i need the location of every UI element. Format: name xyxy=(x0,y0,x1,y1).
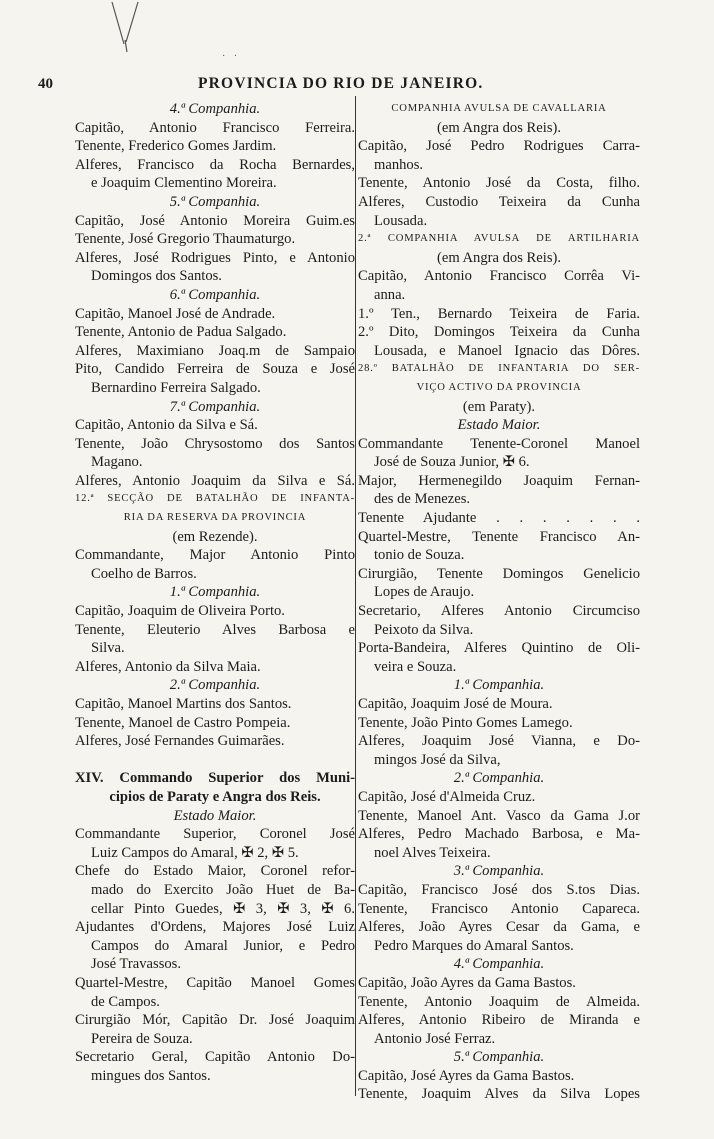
text-line: José de Souza Junior, ✠ 6. xyxy=(374,454,530,471)
text-line: Alferes, Custodio Teixeira da Cunha xyxy=(358,193,640,210)
text-line: des de Menezes. xyxy=(374,491,471,508)
text-line: (em Angra dos Reis). xyxy=(436,119,562,136)
text-line: Tenente, Antonio José da Costa, filho. xyxy=(358,175,640,192)
text-line: Lousada, e Manoel Ignacio das Dôres. xyxy=(374,342,640,359)
text-line: Tenente, José Gregorio Thaumaturgo. xyxy=(75,231,296,248)
text-line: Capitão, Manoel Martins dos Santos. xyxy=(75,696,292,712)
text-line: Tenente, Antonio de Padua Salgado. xyxy=(75,324,287,341)
text-line: Capitão, João Ayres da Gama Bastos. xyxy=(358,974,576,991)
text-line: Alferes, Antonio Joaquim da Silva e Sá. xyxy=(75,472,355,489)
text-line: Magano. xyxy=(91,454,143,471)
text-line xyxy=(75,751,355,770)
text-line: Estado Maior. xyxy=(173,807,257,824)
text-line: RIA DA RESERVA DA PROVINCIA xyxy=(123,512,307,524)
text-line: 5.ª Companhia. xyxy=(453,1049,545,1066)
text-line: Secretario, Alferes Antonio Circumciso xyxy=(358,603,640,620)
text-line: Capitão, Antonio da Silva e Sá. xyxy=(75,417,258,434)
text-line: Capitão, José Ayres da Gama Bastos. xyxy=(358,1067,575,1084)
printer-dots: · · xyxy=(222,51,241,62)
text-line: anna. xyxy=(374,286,406,303)
text-line: e Joaquim Clementino Moreira. xyxy=(91,175,277,192)
text-line: José Travassos. xyxy=(91,956,182,973)
text-line: Tenente, Francisco Antonio Capareca. xyxy=(358,900,640,917)
text-line: Lousada. xyxy=(374,212,428,229)
text-line: COMPANHIA AVULSA DE CAVALLARIA xyxy=(391,103,607,114)
text-line: Quartel-Mestre, Capitão Manoel Gomes xyxy=(75,974,355,991)
text-line: 1.º Ten., Bernardo Teixeira de Faria. xyxy=(358,305,640,322)
text-line: Alferes, José Fernandes Guimarães. xyxy=(75,733,285,750)
left-column xyxy=(75,100,355,1085)
text-line: 4.ª Companhia. xyxy=(453,956,545,973)
text-line: Tenente, Joaquim Alves da Silva Lopes xyxy=(358,1086,640,1103)
text-line: (em Angra dos Reis). xyxy=(436,249,562,266)
text-line: Pedro Marques do Amaral Santos. xyxy=(374,937,574,954)
text-line: Campos do Amaral Junior, e Pedro xyxy=(91,937,355,954)
text-line: VIÇO ACTIVO DA PROVINCIA xyxy=(416,381,582,393)
text-line: Chefe do Estado Maior, Coronel refor- xyxy=(75,863,355,880)
text-line: Capitão, Antonio Francisco Corrêa Vi- xyxy=(358,268,640,285)
column-divider xyxy=(355,96,356,1096)
text-line: 1.ª Companhia. xyxy=(169,584,261,601)
text-line: XIV. Commando Superior dos Muni- xyxy=(75,770,355,787)
text-line: 4.ª Companhia. xyxy=(169,101,261,117)
right-column xyxy=(358,100,640,1104)
page-number: 40 xyxy=(38,76,53,92)
text-line: 12.ª SECÇÃO DE BATALHÃO DE INFANTA- xyxy=(75,493,355,505)
text-line: Antonio José Ferraz. xyxy=(374,1030,496,1047)
text-line: Alferes, Maximiano Joaq.m de Sampaio xyxy=(75,342,355,359)
text-line: 28.º BATALHÃO DE INFANTARIA DO SER- xyxy=(358,363,640,375)
text-line: Commandante, Major Antonio Pinto xyxy=(75,547,355,564)
text-line: Alferes, José Rodrigues Pinto, e Antonio xyxy=(75,249,355,266)
text-line: noel Alves Teixeira. xyxy=(374,844,491,861)
text-line: Capitão, Manoel José de Andrade. xyxy=(75,305,276,322)
text-line: Capitão, José d'Almeida Cruz. xyxy=(358,788,536,805)
text-line: Ajudantes d'Ordens, Majores José Luiz xyxy=(75,919,355,936)
text-line: Tenente, João Chrysostomo dos Santos xyxy=(75,435,355,452)
text-line: Capitão, Joaquim José de Moura. xyxy=(358,696,553,712)
text-line: Cirurgião Mór, Capitão Dr. José Joaquim xyxy=(75,1012,355,1029)
text-line: (em Paraty). xyxy=(462,398,536,415)
text-line: manhos. xyxy=(374,156,424,173)
text-line: veira e Souza. xyxy=(374,658,457,675)
text-line: Major, Hermenegildo Joaquim Fernan- xyxy=(358,472,640,489)
text-line: Secretario Geral, Capitão Antonio Do- xyxy=(75,1049,355,1066)
text-line: 3.ª Companhia. xyxy=(453,863,545,880)
text-line: Tenente, Manoel de Castro Pompeia. xyxy=(75,714,291,731)
text-line: Porta-Bandeira, Alferes Quintino de Oli- xyxy=(358,640,640,657)
text-line: Cirurgião, Tenente Domingos Genelicio xyxy=(358,565,640,582)
text-line: Bernardino Ferreira Salgado. xyxy=(91,379,261,396)
text-line: Capitão, Joaquim de Oliveira Porto. xyxy=(75,603,285,620)
text-line: Commandante Superior, Coronel José xyxy=(75,826,355,843)
text-line: 7.ª Companhia. xyxy=(169,398,261,415)
page-header xyxy=(38,75,670,101)
text-line: Alferes, Francisco da Rocha Bernardes, xyxy=(75,156,355,173)
text-line: Capitão, José Pedro Rodrigues Carra- xyxy=(358,138,640,155)
text-line: Tenente, Manoel Ant. Vasco da Gama J.or xyxy=(358,807,640,824)
text-line: 2.ª COMPANHIA AVULSA DE ARTILHARIA xyxy=(358,233,640,245)
text-line: mingues dos Santos. xyxy=(91,1067,211,1084)
text-line: (em Rezende). xyxy=(172,528,258,545)
text-line: tonio de Souza. xyxy=(374,547,465,564)
text-line: Alferes, Pedro Machado Barbosa, e Ma- xyxy=(358,826,640,843)
text-line: Luiz Campos do Amaral, ✠ 2, ✠ 5. xyxy=(91,844,299,861)
text-line: cipios de Paraty e Angra dos Reis. xyxy=(109,788,321,805)
text-line: Domingos dos Santos. xyxy=(91,268,222,285)
page-title: PROVINCIA DO RIO DE JANEIRO. xyxy=(198,75,484,92)
text-line: Lopes de Araujo. xyxy=(374,584,475,601)
text-line: Capitão, Antonio Francisco Ferreira. xyxy=(75,119,355,136)
text-line: Tenente, Eleuterio Alves Barbosa e xyxy=(75,621,355,638)
text-line: Capitão, Francisco José dos S.tos Dias. xyxy=(358,881,640,898)
text-line: Pito, Candido Ferreira de Souza e José xyxy=(75,361,355,378)
text-line: 2.ª Companhia. xyxy=(169,677,261,694)
text-line: Capitão, José Antonio Moreira Guim.es xyxy=(75,212,355,229)
text-line: Alferes, Antonio da Silva Maia. xyxy=(75,658,261,675)
text-line: Alferes, João Ayres Cesar da Gama, e xyxy=(358,919,640,936)
text-line: 1.ª Companhia. xyxy=(453,677,545,694)
text-line: Alferes, Joaquim José Vianna, e Do- xyxy=(358,733,640,750)
text-line: Silva. xyxy=(91,640,125,657)
text-line: Peixoto da Silva. xyxy=(374,621,474,638)
text-line: Alferes, Antonio Ribeiro de Miranda e xyxy=(358,1012,640,1029)
text-line: 5.ª Companhia. xyxy=(169,193,261,210)
text-line: Tenente Ajudante . . . . . . . xyxy=(358,510,640,527)
text-line: Tenente, João Pinto Gomes Lamego. xyxy=(358,714,573,731)
text-line: Quartel-Mestre, Tenente Francisco An- xyxy=(358,528,640,545)
text-line: Coelho de Barros. xyxy=(91,565,197,582)
text-line: Tenente, Antonio Joaquim de Almeida. xyxy=(358,993,640,1010)
text-line: 2.ª Companhia. xyxy=(453,770,545,787)
text-line: 2.º Dito, Domingos Teixeira da Cunha xyxy=(358,324,640,341)
text-line: de Campos. xyxy=(91,993,160,1010)
text-line: 6.ª Companhia. xyxy=(169,286,261,303)
text-line: Pereira de Souza. xyxy=(91,1030,193,1047)
text-line: mingos José da Silva, xyxy=(374,751,501,768)
text-line: Commandante Tenente-Coronel Manoel xyxy=(358,435,640,452)
text-line: Estado Maior. xyxy=(457,417,541,434)
text-line: mado do Exercito João Huet de Ba- xyxy=(91,881,355,898)
text-line: Tenente, Frederico Gomes Jardim. xyxy=(75,138,277,155)
pen-scratch-mark xyxy=(108,0,148,60)
text-line: cellar Pinto Guedes, ✠ 3, ✠ 3, ✠ 6. xyxy=(91,900,355,917)
